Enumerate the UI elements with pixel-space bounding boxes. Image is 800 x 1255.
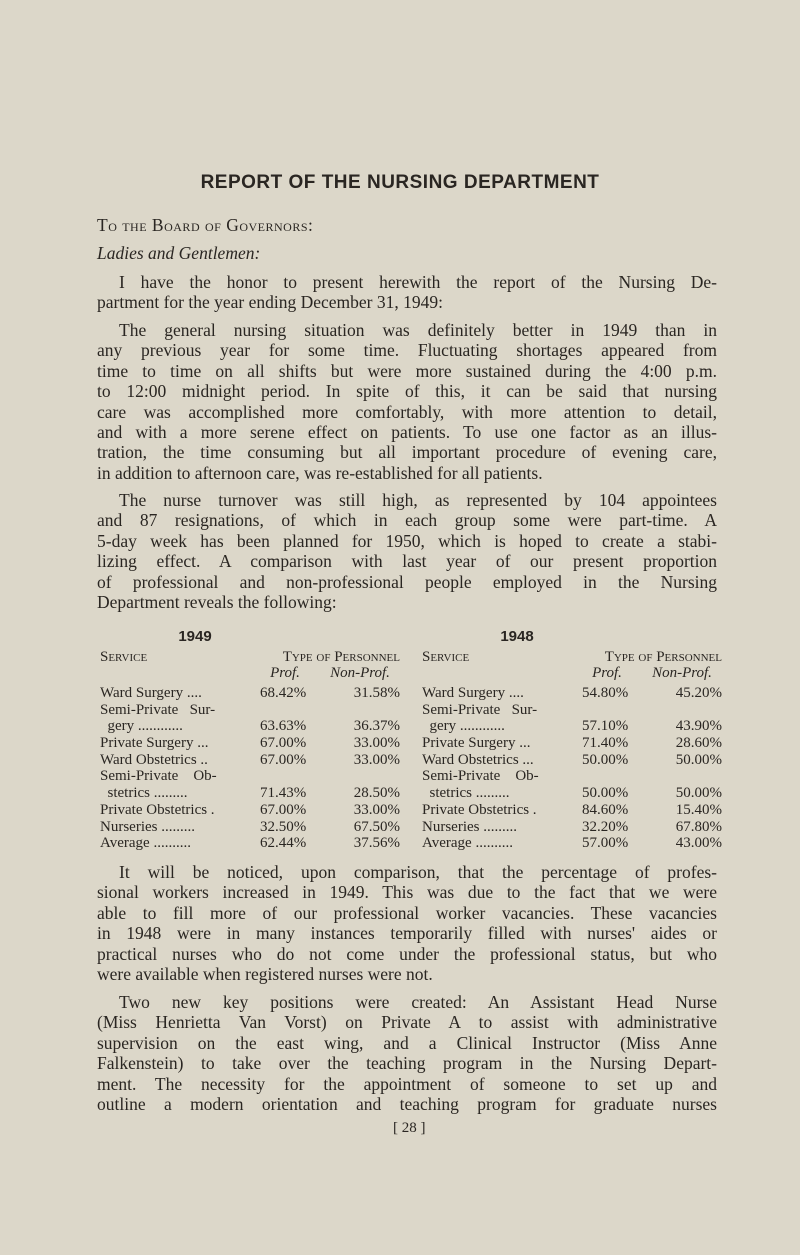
service-name: stetrics .........	[100, 785, 188, 802]
paragraph	[97, 992, 717, 1114]
prof-value: 57.00%	[582, 835, 629, 852]
service-name: Nurseries .........	[100, 818, 195, 835]
nonprof-value: 50.00%	[675, 751, 722, 768]
nonprof-value: 36.37%	[353, 718, 400, 735]
type-header: Type of Personnel	[282, 649, 400, 665]
nonprof-value: 37.56%	[353, 835, 400, 852]
paragraph-line: (Miss Henrietta Van Vorst) on Private A to assist with administrative	[97, 1012, 717, 1033]
service-name: Private Surgery ...	[422, 735, 531, 752]
paragraph	[97, 862, 717, 984]
addressee: To the Board of Governors:	[97, 215, 314, 235]
paragraph-line: to 12:00 midnight period. In spite of this, it can be said that nursing	[97, 381, 717, 402]
paragraph-line: tration, the time consuming but all important procedure of evening care,	[97, 442, 717, 463]
paragraph-line: sional workers increased in 1949. This was due to the fact that we were	[97, 882, 717, 903]
paragraph-line: care was accomplished more comfortably, with more attention to detail,	[97, 401, 717, 422]
table-row	[422, 802, 722, 819]
prof-value: 54.80%	[582, 685, 629, 701]
nonprof-value: 28.50%	[353, 785, 400, 802]
service-name: stetrics .........	[422, 785, 510, 802]
table-row	[422, 702, 722, 719]
nonprof-value: 28.60%	[675, 735, 722, 752]
service-name: gery ............	[422, 718, 505, 735]
service-header: Service	[422, 649, 470, 665]
nonprof-value: 67.50%	[353, 818, 400, 835]
table-row	[422, 685, 722, 702]
paragraph-line: and with a more serene effect on patients. To use one factor as an illus-	[97, 421, 717, 442]
prof-value	[582, 768, 652, 785]
paragraph-line: supervision on the east wing, and a Clinical Instructor (Miss Anne	[97, 1032, 717, 1053]
paragraph-line: practical nurses who do not come under the professional status, but who	[97, 943, 717, 964]
table-1949	[100, 627, 400, 852]
table-row	[100, 785, 400, 802]
paragraph-line: partment for the year ending December 31, 1949:	[97, 292, 443, 313]
prof-value: 84.60%	[582, 801, 629, 818]
table-row	[100, 685, 400, 702]
paragraph	[97, 320, 717, 483]
page-title: REPORT OF THE NURSING DEPARTMENT	[200, 172, 600, 193]
paragraph-line: I have the honor to present herewith the report of the Nursing De-	[119, 272, 717, 292]
table-1948	[422, 627, 722, 852]
prof-value	[260, 702, 330, 719]
nonprof-value: 33.00%	[353, 735, 400, 752]
service-name: Semi-Private Sur-	[422, 701, 538, 718]
service-name: Nurseries .........	[422, 818, 517, 835]
prof-value: 32.50%	[260, 818, 307, 835]
table-row	[422, 785, 722, 802]
service-name: Private Obstetrics .	[100, 801, 215, 818]
table-row	[100, 702, 400, 719]
prof-value	[260, 768, 330, 785]
nonprof-header: Non-Prof.	[330, 665, 390, 681]
service-name: Ward Obstetrics ..	[100, 751, 208, 768]
prof-value	[582, 702, 652, 719]
paragraph-line: 5-day week has been planned for 1950, which is hoped to create a stabi-	[97, 530, 717, 551]
prof-value: 71.40%	[582, 735, 629, 752]
paragraph-line: able to fill more of our professional worker vacancies. These vacancies	[97, 902, 717, 923]
nonprof-value: 45.20%	[675, 685, 722, 701]
service-name: Semi-Private Ob-	[100, 768, 217, 785]
nonprof-value	[330, 768, 400, 785]
paragraph-line: of professional and non-professional people employed in the Nursing	[97, 571, 717, 592]
paragraph-line: The nurse turnover was still high, as represented by 104 appointees	[119, 490, 717, 510]
paragraph-line: time to time on all shifts but were more sustained during the 4:00 p.m.	[97, 360, 717, 381]
prof-value: 50.00%	[582, 785, 629, 802]
service-header: Service	[100, 649, 148, 665]
nonprof-value	[652, 702, 722, 719]
prof-header: Prof.	[592, 665, 622, 681]
page-number: [ 28 ]	[393, 1120, 426, 1136]
paragraph-line: in addition to afternoon care, was re-established for all patients.	[97, 462, 543, 483]
nonprof-value: 31.58%	[353, 685, 400, 701]
paragraph	[97, 272, 717, 313]
nonprof-value: 33.00%	[353, 801, 400, 818]
prof-value: 71.43%	[260, 785, 307, 802]
paragraph-line: It will be noticed, upon comparison, that the percentage of profes-	[119, 862, 717, 882]
table-row	[422, 752, 722, 769]
prof-value: 50.00%	[582, 751, 629, 768]
table-row	[422, 718, 722, 735]
nonprof-value: 43.90%	[675, 718, 722, 735]
service-name: Ward Surgery ....	[422, 685, 524, 701]
table-row	[100, 735, 400, 752]
prof-value: 57.10%	[582, 718, 629, 735]
table-row	[100, 835, 400, 852]
paragraph-line: lizing effect. A comparison with last year of our present proportion	[97, 551, 717, 572]
prof-value: 67.00%	[260, 801, 307, 818]
table-year: 1949	[178, 628, 212, 645]
prof-value: 63.63%	[260, 718, 307, 735]
paragraph-line: Department reveals the following:	[97, 591, 337, 612]
nonprof-value	[330, 702, 400, 719]
paragraph-line: ment. The necessity for the appointment of someone to set up and	[97, 1073, 717, 1094]
table-row	[100, 819, 400, 836]
table-row	[422, 819, 722, 836]
service-name: Average ..........	[422, 835, 513, 852]
paragraph-line: outline a modern orientation and teaching program for graduate nurses	[97, 1093, 717, 1114]
service-name: Ward Obstetrics ...	[422, 751, 534, 768]
service-name: Ward Surgery ....	[100, 685, 202, 701]
type-header: Type of Personnel	[604, 649, 722, 665]
paragraph-line: The general nursing situation was definitely better in 1949 than in	[119, 320, 717, 340]
nonprof-value: 43.00%	[675, 835, 722, 852]
service-name: Semi-Private Sur-	[100, 701, 216, 718]
table-row	[100, 768, 400, 785]
paragraph-line: any previous year for some time. Fluctuating shortages appeared from	[97, 340, 717, 361]
paragraph-line: Two new key positions were created: An Assistant Head Nurse	[119, 992, 717, 1012]
nonprof-value: 67.80%	[675, 818, 722, 835]
table-row	[100, 752, 400, 769]
table-row	[100, 718, 400, 735]
nonprof-value	[652, 768, 722, 785]
table-row	[422, 735, 722, 752]
nonprof-header: Non-Prof.	[652, 665, 712, 681]
paragraph	[97, 490, 717, 612]
service-name: Semi-Private Ob-	[422, 768, 539, 785]
prof-header: Prof.	[270, 665, 300, 681]
paragraph-line: were available when registered nurses were not.	[97, 963, 433, 984]
table-row	[100, 802, 400, 819]
prof-value: 62.44%	[260, 835, 307, 852]
table-year: 1948	[500, 628, 534, 645]
prof-value: 68.42%	[260, 685, 307, 701]
service-name: gery ............	[100, 718, 183, 735]
table-row	[422, 768, 722, 785]
paragraph-line: Falkenstein) to take over the teaching program in the Nursing Depart-	[97, 1053, 717, 1074]
salutation: Ladies and Gentlemen:	[97, 243, 261, 263]
prof-value: 67.00%	[260, 735, 307, 752]
nonprof-value: 33.00%	[353, 751, 400, 768]
paragraph-line: in 1948 were in many instances temporarily filled with nurses' aides or	[97, 923, 717, 944]
nonprof-value: 15.40%	[675, 801, 722, 818]
table-row	[422, 835, 722, 852]
nonprof-value: 50.00%	[675, 785, 722, 802]
service-name: Average ..........	[100, 835, 191, 852]
service-name: Private Obstetrics .	[422, 801, 537, 818]
prof-value: 67.00%	[260, 751, 307, 768]
service-name: Private Surgery ...	[100, 735, 209, 752]
paragraph-line: and 87 resignations, of which in each group some were part-time. A	[97, 510, 717, 531]
prof-value: 32.20%	[582, 818, 629, 835]
